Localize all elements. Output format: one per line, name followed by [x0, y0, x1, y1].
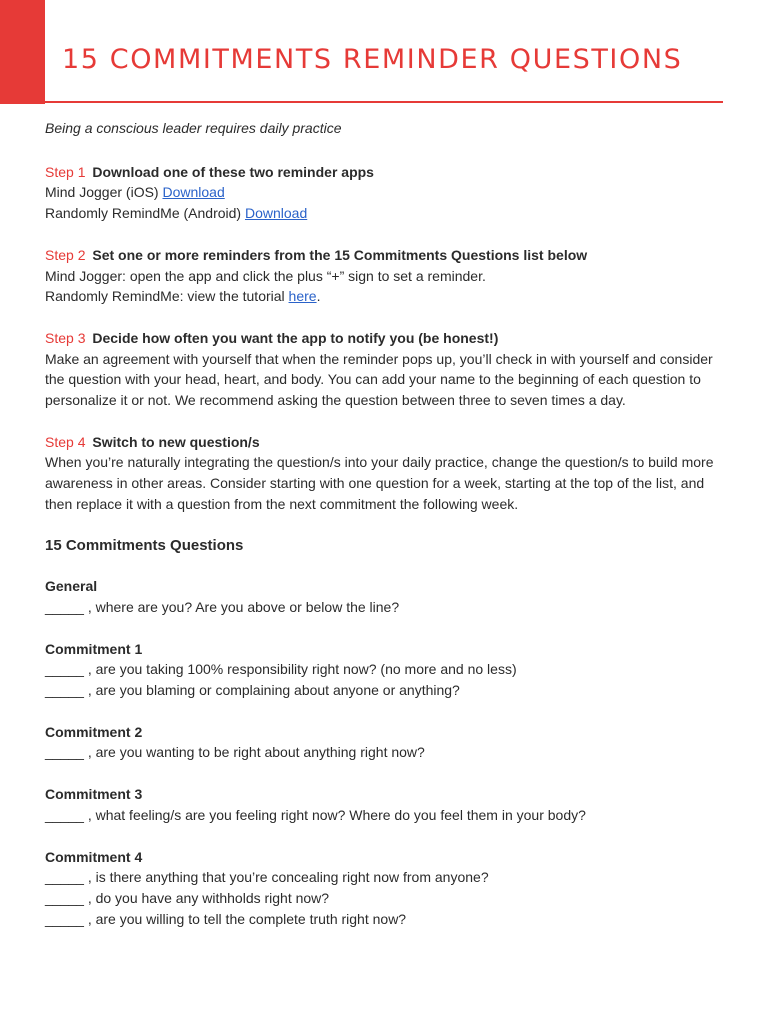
step-line — [45, 286, 725, 307]
step-2 — [45, 245, 725, 307]
line-text: Randomly RemindMe (Android) — [45, 205, 245, 222]
group-title: Commitment 2 — [45, 723, 143, 740]
line-text: Randomly RemindMe: view the tutorial — [45, 288, 289, 305]
step-line — [45, 266, 725, 287]
step-1 — [45, 162, 725, 224]
intro-text: Being a conscious leader requires daily practice — [45, 120, 342, 136]
question-item: _____ , do you have any withholds right now? — [45, 889, 330, 906]
tutorial-link[interactable]: here — [288, 288, 317, 305]
step-label: Step 3 — [45, 329, 86, 346]
randomly-remindme-download-link[interactable]: Download — [244, 205, 308, 222]
mind-jogger-download-link[interactable]: Download — [162, 184, 225, 201]
group-title: Commitment 3 — [45, 786, 143, 803]
step-title: Switch to new question/s — [92, 433, 260, 450]
line-suffix: . — [316, 288, 321, 305]
question-group-commitment-3 — [45, 784, 725, 825]
question-group-commitment-1 — [45, 639, 725, 701]
page-title: 15 COMMITMENTS REMINDER QUESTIONS — [62, 44, 683, 75]
step-heading — [45, 162, 725, 183]
group-title: General — [45, 578, 98, 595]
question-item: _____ , are you willing to tell the complete truth right now? — [45, 910, 407, 927]
question-item: _____ , are you blaming or complaining about anyone or anything? — [45, 682, 460, 699]
group-title: Commitment 1 — [45, 640, 143, 657]
question-item: _____ , what feeling/s are you feeling right now? Where do you feel them in your body? — [45, 806, 586, 823]
step-label: Step 2 — [45, 246, 86, 263]
group-title: Commitment 4 — [45, 848, 143, 865]
document-body — [45, 118, 725, 950]
question-group-commitment-2 — [45, 722, 725, 763]
step-label: Step 1 — [45, 163, 86, 180]
line-text: Mind Jogger (iOS) — [45, 184, 163, 201]
step-heading — [45, 432, 725, 453]
questions-heading: 15 Commitments Questions — [45, 536, 244, 554]
step-heading — [45, 245, 725, 266]
step-heading — [45, 328, 725, 349]
step-body: Make an agreement with yourself that when the reminder pops up, you’ll check in with yourself and consider the question with your head, heart, and body. You can add your name to the beginning of each question to personalize it or not. We recommend asking the question between three to seven times a day. — [45, 350, 713, 409]
question-item: _____ , are you wanting to be right about anything right now? — [45, 744, 425, 761]
step-label: Step 4 — [45, 433, 86, 450]
step-line — [45, 182, 725, 203]
header-accent-block — [0, 0, 45, 104]
question-group-commitment-4 — [45, 847, 725, 930]
step-line — [45, 203, 725, 224]
step-4 — [45, 432, 725, 515]
question-item: _____ , where are you? Are you above or below the line? — [45, 598, 400, 615]
step-title: Download one of these two reminder apps — [92, 163, 374, 180]
question-group-general — [45, 576, 725, 617]
step-title: Set one or more reminders from the 15 Commitments Questions list below — [92, 246, 588, 263]
step-3 — [45, 328, 725, 411]
line-text: Mind Jogger: open the app and click the plus “+” sign to set a reminder. — [45, 267, 486, 284]
title-divider — [45, 101, 723, 103]
step-title: Decide how often you want the app to notify you (be honest!) — [92, 329, 499, 346]
question-item: _____ , is there anything that you’re concealing right now from anyone? — [45, 869, 489, 886]
question-item: _____ , are you taking 100% responsibility right now? (no more and no less) — [45, 661, 517, 678]
step-body: When you’re naturally integrating the question/s into your daily practice, change the question/s to build more awareness in other areas. Consider starting with one question for a week, starting at the top of the list, and then replace it with a question from the next commitment the following week. — [45, 454, 714, 512]
